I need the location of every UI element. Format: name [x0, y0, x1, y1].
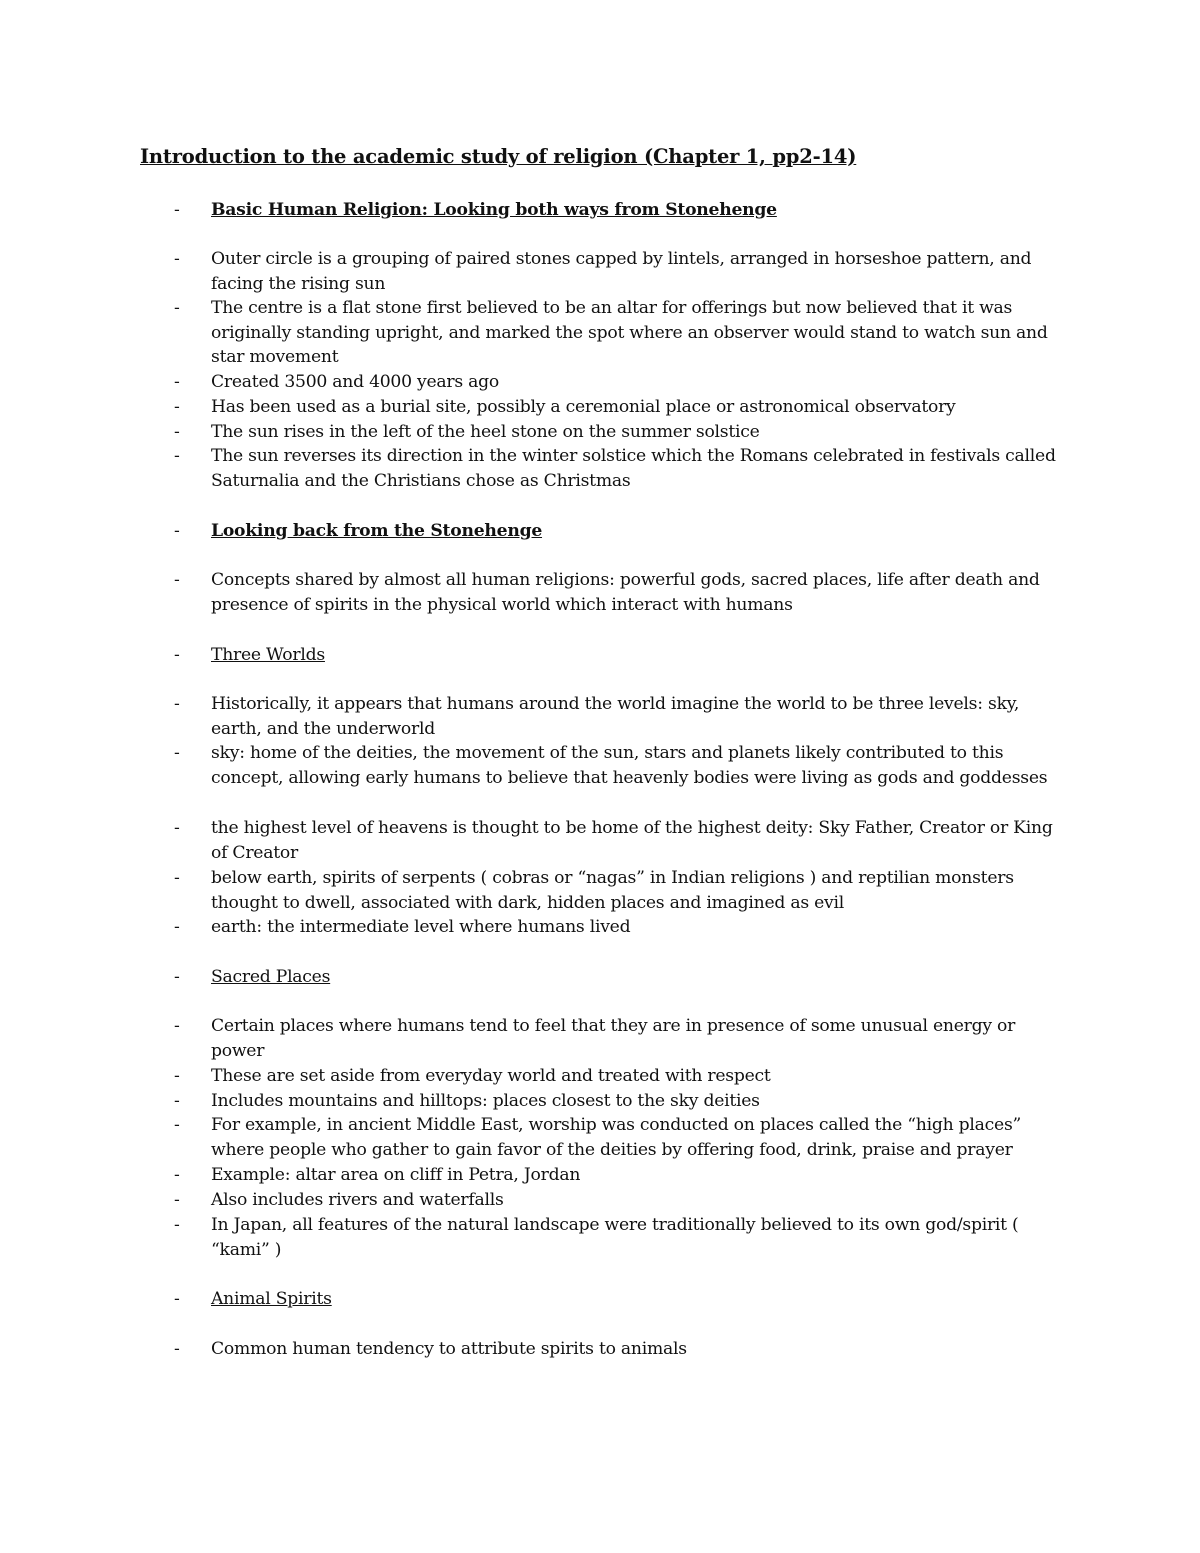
list-item-text: In Japan, all features of the natural landscape were traditionally believed to its own god/spirit ( “kami” ) [211, 1215, 1019, 1260]
list-item-text: Example: altar area on cliff in Petra, Jordan [211, 1165, 581, 1185]
list-item-text: the highest level of heavens is thought to be home of the highest deity: Sky Father, Creator or King of Creator [211, 818, 1053, 863]
list-item-text: The centre is a flat stone first believed to be an altar for offerings but now believed that it was originally standing upright, and marked the spot where an observer would stand to watch sun and star movement [211, 298, 1048, 368]
list-item-text: Concepts shared by almost all human religions: powerful gods, sacred places, life after death and presence of spirits in the physical world which interact with humans [211, 570, 1040, 615]
list-item-text: earth: the intermediate level where humans lived [211, 917, 631, 937]
bullet-dash: - [174, 1016, 180, 1036]
list-item-text: The sun reverses its direction in the winter solstice which the Romans celebrated in festivals called Saturnalia and the Christians chose as Christmas [211, 446, 1056, 491]
bullet-dash: - [174, 298, 180, 318]
list-item-text: below earth, spirits of serpents ( cobras or “nagas” in Indian religions ) and reptilian monsters thought to dwell, associated with dark, hidden places and imagined as evil [211, 868, 1014, 913]
list-item-text: The sun rises in the left of the heel stone on the summer solstice [211, 422, 760, 442]
bullet-dash: - [174, 1289, 180, 1309]
document-title: Introduction to the academic study of religion (Chapter 1, pp2-14) [140, 145, 857, 168]
subsection-heading: Three Worlds [211, 645, 325, 665]
list-item-text: Certain places where humans tend to feel that they are in presence of some unusual energy or power [211, 1016, 1016, 1061]
bullet-dash: - [174, 200, 180, 220]
list-item-text: These are set aside from everyday world and treated with respect [211, 1066, 771, 1086]
subsection-heading: Sacred Places [211, 967, 331, 987]
list-item-text: For example, in ancient Middle East, worship was conducted on places called the “high places” where people who gather to gain favor of the deities by offering food, drink, praise and prayer [211, 1115, 1022, 1160]
section-heading: Basic Human Religion: Looking both ways from Stonehenge [211, 200, 777, 220]
bullet-dash: - [174, 521, 180, 541]
bullet-dash: - [174, 1165, 180, 1185]
bullet-dash: - [174, 743, 180, 763]
list-item-text: sky: home of the deities, the movement of the sun, stars and planets likely contributed to this concept, allowing early humans to believe that heavenly bodies were living as gods and goddesses [211, 743, 1048, 788]
bullet-dash: - [174, 570, 180, 590]
section-heading: Looking back from the Stonehenge [211, 521, 543, 541]
bullet-dash: - [174, 917, 180, 937]
bullet-dash: - [174, 249, 180, 269]
list-item-text: Also includes rivers and waterfalls [211, 1190, 504, 1210]
bullet-dash: - [174, 446, 180, 466]
bullet-dash: - [174, 967, 180, 987]
bullet-dash: - [174, 868, 180, 888]
bullet-dash: - [174, 422, 180, 442]
bullet-dash: - [174, 1215, 180, 1235]
bullet-dash: - [174, 1190, 180, 1210]
bullet-dash: - [174, 694, 180, 714]
list-item-text: Outer circle is a grouping of paired stones capped by lintels, arranged in horseshoe pattern, and facing the rising sun [211, 249, 1032, 294]
bullet-dash: - [174, 1066, 180, 1086]
bullet-dash: - [174, 645, 180, 665]
bullet-dash: - [174, 818, 180, 838]
list-item-text: Historically, it appears that humans around the world imagine the world to be three levels: sky, earth, and the underworld [211, 694, 1020, 739]
list-item-text: Created 3500 and 4000 years ago [211, 372, 499, 392]
list-item-text: Includes mountains and hilltops: places closest to the sky deities [211, 1091, 760, 1111]
list-item-text: Has been used as a burial site, possibly a ceremonial place or astronomical observatory [211, 397, 956, 417]
bullet-dash: - [174, 397, 180, 417]
list-item-text: Common human tendency to attribute spirits to animals [211, 1339, 687, 1359]
bullet-dash: - [174, 372, 180, 392]
bullet-dash: - [174, 1339, 180, 1359]
bullet-dash: - [174, 1115, 180, 1135]
subsection-heading: Animal Spirits [211, 1289, 332, 1309]
bullet-dash: - [174, 1091, 180, 1111]
